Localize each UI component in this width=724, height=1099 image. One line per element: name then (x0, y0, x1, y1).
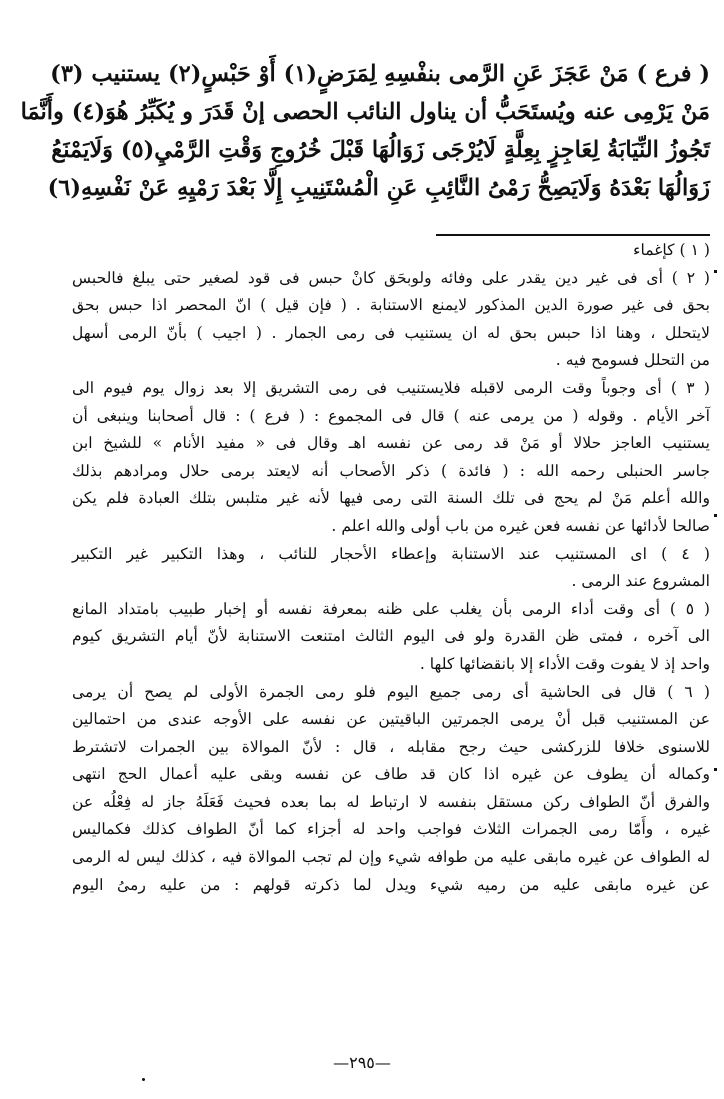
footnote-line: المشروع عند الرمى . (571, 572, 710, 591)
footnote-line: والله أعلم مَنْ لم يحج فى تلك السنة التى رمى فيها لأنه غير متلبس بتلك العبادة فلم يكن (72, 489, 710, 508)
footnote-line: ( ٤ ) اى المستنيب عند الاستنابة وإعطاء الأحجار للنائب ، وهذا التكبير غير التكبير (72, 544, 710, 563)
footnote-line: للاسنوى خلافا للزركشى حيث رجح مقابله ، قال : لأنّ الموالاة بين الجمرات لاتشترط (72, 737, 710, 756)
footnote-line: عن المستنيب قبل أنْ يرمى الجمرتين الباقيتين عن نفسه على الأوجه عندى من احتمالين (72, 710, 710, 729)
footnote-6 (72, 679, 710, 900)
footnote-line: ( ٦ ) قال فى الحاشية أى رمى جميع اليوم فلو رمى الجمرة الأولى لم يصح أن يرمى (72, 682, 710, 701)
footnote-line: عن غيره مابقى عليه من رميه شيء ويدل لما ذكرته قولهم : من عليه رمىُ اليوم (72, 875, 710, 894)
main-text-line: ( فرع ) مَنْ عَجَزَ عَنِ الرَّمى بنفْسِهِ لِمَرَضٍ(١) أَوْ حَبْسٍ(٢) يستنيب (٣) (50, 61, 710, 87)
footnote-line: ( ١ ) كإغماء (633, 241, 710, 259)
scan-speck (142, 1078, 145, 1081)
footnote-line: من التحلل فسومح فيه . (555, 351, 710, 370)
page-number: —٢٩٥— (333, 1053, 391, 1072)
scan-margin-mark (714, 270, 717, 273)
main-text-line: مَنْ يَرْمِى عنه ويُستَحَبُّ أن يناول النائب الحصى إنْ قَدَرَ و يُكَبِّرُ هُوَ(٤) وأَنَّمَا (20, 99, 710, 125)
footnote-line: جاسر الحنبلى رحمه الله : ( فائدة ) ذكر الأصحاب أنه لايعتد برمى حلال ومرادهم بذلك (72, 461, 710, 480)
footnote-3 (72, 375, 710, 541)
footnote-line: آخر الأيام . وقوله ( من يرمى عنه ) قال فى المجموع : ( فرع ) : قال أصحابنا وينبغى أن (72, 406, 710, 425)
footnote-separator (436, 234, 710, 236)
footnote-line: الى آخره ، فمتى ظن القدرة ولو فى اليوم الثالث امتنعت الاستنابة لأنّ أيام التشريق كيوم (72, 627, 710, 646)
main-text-block (20, 55, 710, 207)
footnote-5 (72, 596, 710, 679)
footnote-line: يستنيب العاجز حلالا أو مَنْ قد رمى عن نفسه اهـ وقال فى « مفيد الأنام » للشيخ ابن (72, 434, 710, 453)
footnote-line: والفرق أنّ الطواف ركن مستقل بنفسه لا ارتباط له بما بعده فحيث فَعَلَهُ جاز له فِعْلُه عن (72, 792, 710, 811)
footnote-1 (72, 237, 710, 265)
main-text-line: زَوَالُهَا بَعْدَهُ وَلَايَصِحُّ رَمْىُ النَّائِبِ عَنِ الْمُسْتَنِيبِ إِلَّا بَعْدَ رَمْيِهِ عَنْ نَفْسِهِ(٦) (47, 175, 710, 201)
footnote-line: ( ٥ ) أى وقت أداء الرمى بأن يغلب على ظنه بمعرفة نفسه أو إخبار طبيب بامتداد المانع (72, 599, 710, 618)
footnote-line: غيره ، وأَمّا رمى الجمرات الثلاث فواجب واحد له أجزاء كما أنّ الطواف كذلك فكماليس (72, 820, 710, 839)
footnote-line: صالحا لأدائها عن نفسه فعن غيره من باب أولى والله اعلم . (331, 516, 710, 535)
footnotes-block (72, 237, 710, 899)
footnote-2 (72, 265, 710, 375)
footnote-line: بحق فى غير صورة الدين المذكور لايمنع الاستنابة . ( فإن قيل ) انّ المحصر اذا حبس بحق (72, 296, 710, 315)
footnote-line: وكماله أن يطوف عن غيره اذا كان قد طاف عن نفسه وبقى عليه أعمال الحج انتهى (72, 765, 710, 784)
footnote-line: واحد إذ لا يفوت وقت الأداء إلا بانقضائها كلها . (419, 654, 710, 673)
footnote-line: ( ٢ ) أى فى غير دين يقدر على وفائه ولوبحَق كانْ حبس فى قود لصغير حتى يبلغ فالحبس (72, 268, 711, 287)
scan-margin-mark (714, 514, 717, 517)
scan-margin-mark (714, 768, 717, 771)
footnote-line: له الطواف عن غيره مابقى عليه من طوافه شيء وإن لم تجب الموالاة فيه ، كذلك ليس له الرمى (72, 848, 710, 867)
footnote-4 (72, 541, 710, 596)
footnote-line: لايتحلل ، وهنا اذا حبس بحق له ان يستنيب فى رمى الجمار . ( اجيب ) بأنّ الرمى أسهل (72, 323, 710, 342)
main-text-line: تَجُوزُ النِّيَابَةُ لِعَاجِزٍ بِعِلَّةٍ لَايُرْجَى زَوَالُهَا قَبْلَ خُرُوجِ وَقْتِ الرَّمْيِ(٥) وَلَايَمْنَعُ (51, 137, 710, 163)
footnote-line: ( ٣ ) أى وجوباً وقت الرمى لاقبله فلايستنيب فى رمى التشريق إلا بعد زوال يوم فيوم الى (72, 378, 711, 397)
